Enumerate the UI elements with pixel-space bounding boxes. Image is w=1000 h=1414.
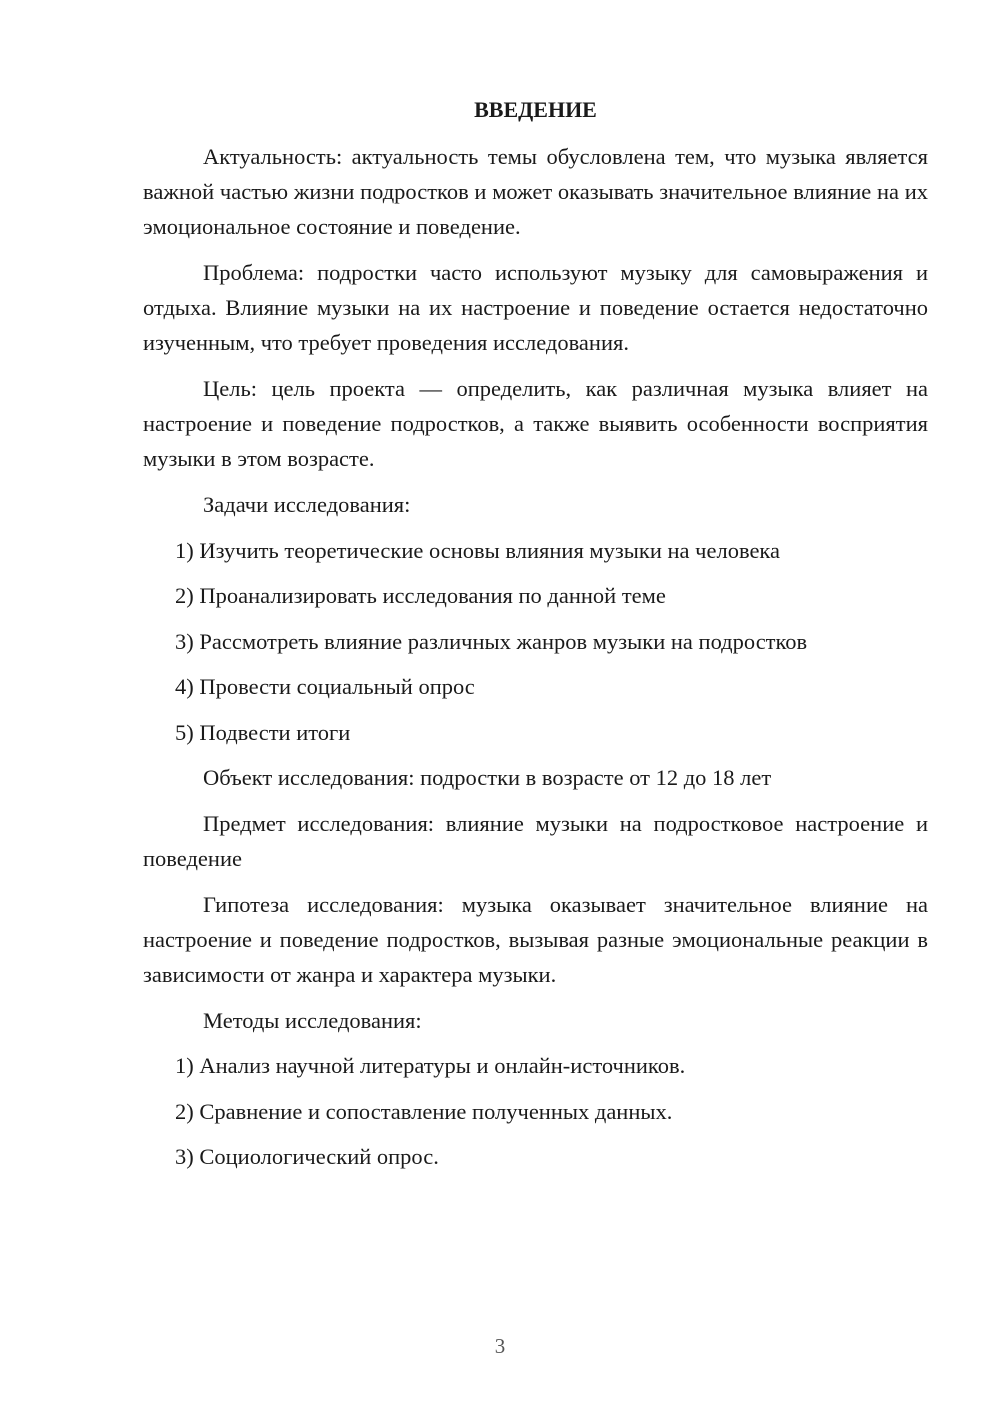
tasks-heading: Задачи исследования: <box>203 492 411 517</box>
task-item: 5) Подвести итоги <box>175 719 351 745</box>
methods-list <box>143 1048 928 1174</box>
method-item: 2) Сравнение и сопоставление полученных данных. <box>175 1098 673 1124</box>
task-item: 2) Проанализировать исследования по данной теме <box>175 583 666 608</box>
goal-paragraph: Цель: цель проекта — определить, как различная музыка влияет на настроение и поведение подростков, а также выявить особенности восприятия музыки в этом возрасте. <box>143 376 928 471</box>
page-number: 3 <box>494 1334 506 1358</box>
page-content <box>143 94 928 1185</box>
tasks-list <box>143 533 928 750</box>
task-item: 4) Провести социальный опрос <box>175 674 475 699</box>
hypothesis-paragraph: Гипотеза исследования: музыка оказывает значительное влияние на настроение и поведение подростков, вызывая разные эмоциональные реакции в зависимости от жанра и характера музыки. <box>143 891 928 987</box>
problem-paragraph: Проблема: подростки часто используют музыку для самовыражения и отдыха. Влияние музыки на их настроение и поведение остается недостаточно изученным, что требует проведения исследования. <box>143 260 928 355</box>
task-item: 1) Изучить теоретические основы влияния музыки на человека <box>175 537 781 563</box>
object-paragraph: Объект исследования: подростки в возрасте от 12 до 18 лет <box>203 765 772 790</box>
methods-heading: Методы исследования: <box>203 1007 422 1033</box>
subject-paragraph: Предмет исследования: влияние музыки на подростковое настроение и поведение <box>143 810 928 871</box>
section-title: ВВЕДЕНИЕ <box>474 97 597 122</box>
method-item: 1) Анализ научной литературы и онлайн-источников. <box>175 1053 686 1078</box>
task-item: 3) Рассмотреть влияние различных жанров музыки на подростков <box>175 628 808 654</box>
method-item: 3) Социологический опрос. <box>175 1144 439 1169</box>
relevance-paragraph: Актуальность: актуальность темы обусловлена тем, что музыка является важной частью жизни подростков и может оказывать значительное влияние на их эмоциональное состояние и поведение. <box>143 144 928 239</box>
